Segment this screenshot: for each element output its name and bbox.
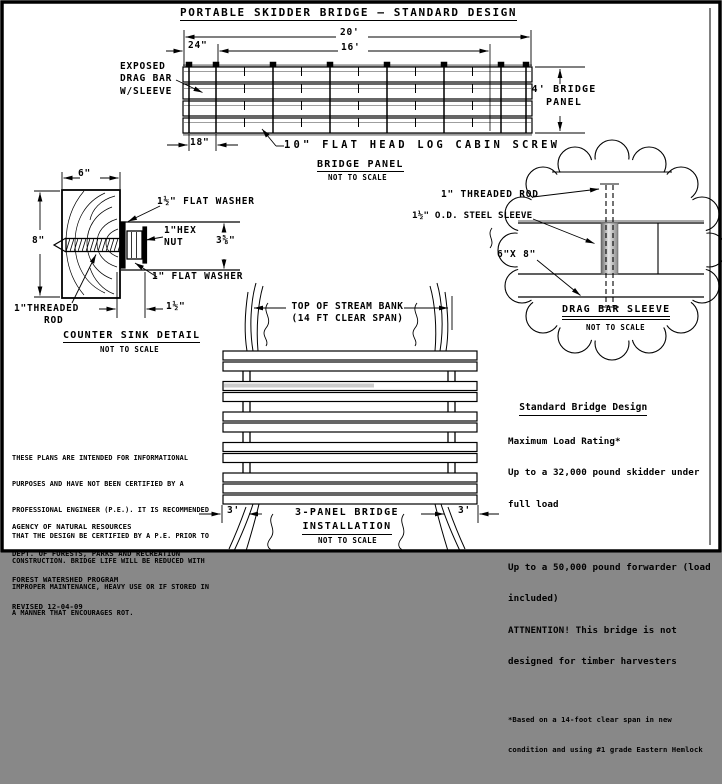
cs-washer-bottom-label: 1" FLAT WASHER [152, 271, 244, 282]
specs-footnote-line: *Based on a 14-foot clear span in new [508, 715, 672, 725]
specs-heading: Standard Bridge Design [519, 403, 647, 415]
disclaimer-line: THESE PLANS ARE INTENDED FOR INFORMATIONAL [12, 454, 189, 463]
inst-dim-3ft-right: 3' [458, 505, 472, 516]
agency-line: AGENCY OF NATURAL RESOURCES [12, 521, 132, 531]
panel-dim-18in: 18" [190, 137, 210, 148]
counter-sink-drawing [34, 172, 240, 318]
dbs-beam-label: 6"X 8" [497, 249, 537, 260]
disclaimer-line: IMPROPER MAINTENANCE, HEAVY USE OR IF STORED IN [12, 583, 210, 592]
disclaimer-line: CONSTRUCTION. BRIDGE LIFE WILL BE REDUCED WITH [12, 557, 205, 566]
agency-block [12, 505, 180, 621]
cs-dim-offset: 1½" [166, 301, 186, 312]
cs-dim-8in: 8" [32, 235, 46, 246]
sheet-title: PORTABLE SKIDDER BRIDGE — STANDARD DESIGN [180, 7, 517, 21]
cs-rod-line-2: ROD [44, 314, 64, 326]
cs-rod-line-1: 1"THREADED [14, 303, 80, 314]
agency-line: DEPT. OF FORESTS, PARKS AND RECREATION [12, 548, 181, 558]
dbs-rod-label: 1" THREADED ROD [441, 189, 539, 200]
panel-height-line-2: PANEL [545, 97, 583, 108]
counter-sink-scale-note: NOT TO SCALE [100, 345, 159, 354]
specs-line: ATTNENTION! This bridge is not [508, 624, 677, 636]
exposed-line-1: EXPOSED [120, 61, 166, 72]
inst-dim-3ft-left: 3' [227, 505, 241, 516]
stream-bank-line-2: (14 FT CLEAR SPAN) [291, 313, 404, 324]
disclaimer-line: A MANNER THAT ENCOURAGES ROT. [12, 608, 134, 617]
installation-title [285, 506, 409, 535]
exposed-drag-bar-label [120, 61, 172, 98]
installation-title-line-2: INSTALLATION [302, 520, 391, 536]
installation-title-line-1: 3-PANEL BRIDGE [295, 507, 399, 518]
specs-line: full load [508, 498, 559, 510]
dbs-sleeve-label: 1½" O.D. STEEL SLEEVE [412, 210, 533, 221]
disclaimer-line: THAT THE DESIGN BE CERTIFIED BY A P.E. PRIOR TO [12, 531, 210, 540]
specs-line: Up to a 32,000 pound skidder under [508, 467, 700, 479]
specs-line: included) [508, 593, 559, 605]
panel-dim-20ft: 20' [340, 27, 360, 38]
bridge-panel-drawing [166, 27, 585, 151]
exposed-line-3: W/SLEEVE [120, 85, 173, 97]
specs-line: Maximum Load Rating* [508, 435, 621, 447]
drag-bar-sleeve-scale-note: NOT TO SCALE [586, 323, 645, 332]
panel-dim-16ft: 16' [341, 42, 361, 53]
disclaimer-line: PURPOSES AND HAVE NOT BEEN CERTIFIED BY A [12, 479, 184, 488]
agency-line: FOREST WATERSHED PROGRAM [12, 575, 119, 585]
cs-hex-nut-label [164, 225, 197, 248]
specs-footnote [508, 696, 711, 774]
cs-hex-nut-line-1: 1"HEX [164, 225, 197, 236]
stream-bank-line-1: TOP OF STREAM BANK [291, 301, 404, 312]
installation-scale-note: NOT TO SCALE [318, 536, 377, 545]
disclaimer-line: PROFESSIONAL ENGINEER (P.E.). IT IS RECOMMENDED [12, 505, 210, 514]
panel-height-line-1: 4' BRIDGE [531, 84, 597, 95]
panel-height-label [528, 83, 600, 109]
drag-bar-sleeve-title: DRAG BAR SLEEVE [562, 304, 670, 320]
cs-dim-recess: 3⅝" [216, 235, 236, 246]
bridge-panel-scale-note: NOT TO SCALE [328, 173, 387, 182]
exposed-line-2: DRAG BAR [120, 73, 173, 85]
counter-sink-title: COUNTER SINK DETAIL [63, 330, 201, 341]
agency-line: REVISED 12-04-09 [12, 601, 83, 611]
cs-dim-6in: 6" [78, 168, 92, 179]
cs-threaded-rod-label [14, 303, 79, 326]
cs-hex-nut-line-2: NUT [164, 236, 184, 248]
panel-dim-24in: 24" [188, 40, 208, 51]
cs-washer-top-label: 1½" FLAT WASHER [157, 196, 255, 207]
log-cabin-screw-label: 10" FLAT HEAD LOG CABIN SCREW [284, 139, 561, 151]
specs-block [508, 393, 711, 784]
bridge-panel-title: BRIDGE PANEL [317, 159, 404, 170]
stream-bank-label [270, 301, 425, 325]
specs-footnote-line: condition and using #1 grade Eastern Hemlock [508, 744, 703, 754]
specs-line: designed for timber harvesters [508, 656, 677, 668]
specs-line [508, 531, 711, 542]
specs-line: Up to a 50,000 pound forwarder (load [508, 561, 711, 573]
